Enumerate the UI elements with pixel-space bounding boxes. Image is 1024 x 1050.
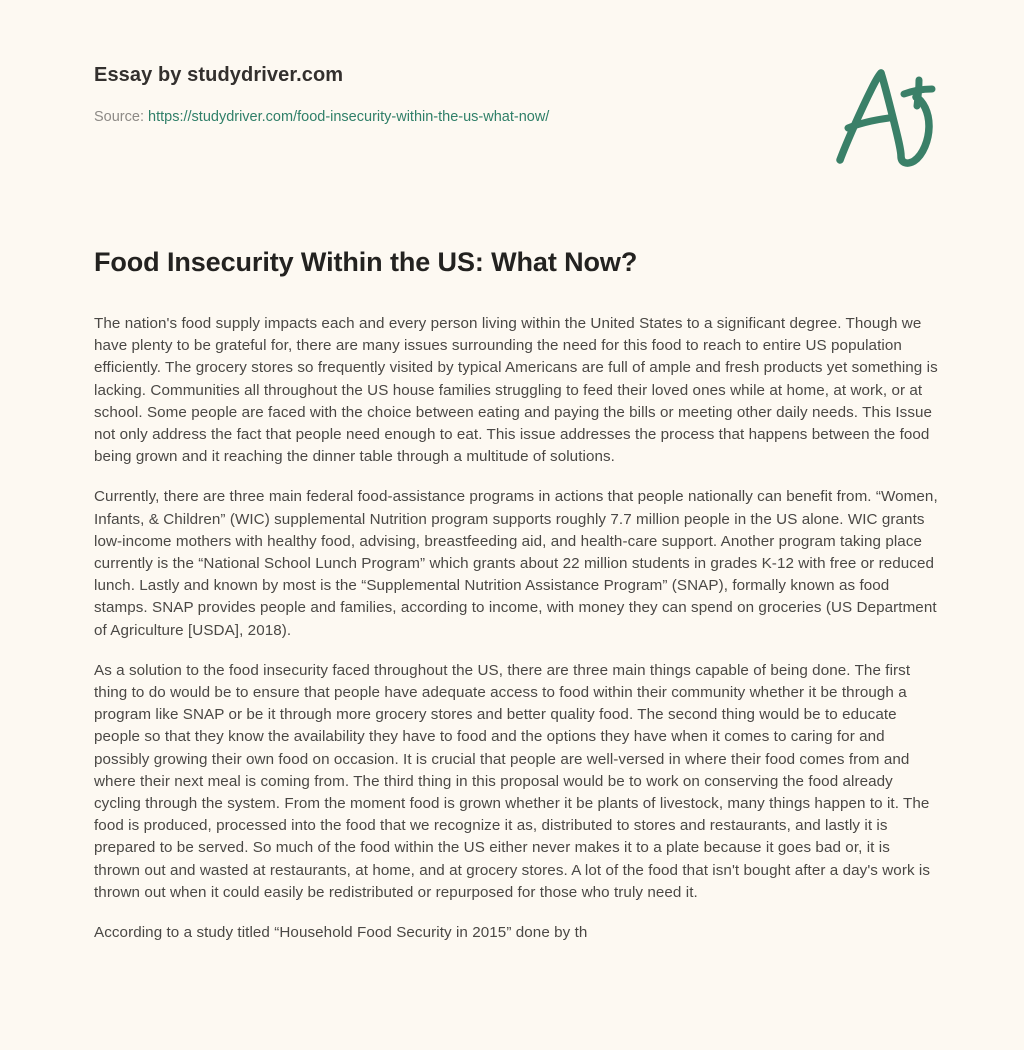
paragraph-2: Currently, there are three main federal food-assistance programs in actions that people nationally can benefit from. “Women, Infants, & Children” (WIC) supplemental Nutrition program supports roughly 7.7 million people in the US alone. WIC grants low-income mothers with healthy food, advising, breastfeeding aid, and health-care support. Another program taking place currently is the “National School Lunch Program” which grants about 22 million students in grades K-12 with free or reduced lunch. Lastly and known by most is the “Supplemental Nutrition Assistance Program” (SNAP), formally known as food stamps. SNAP provides people and families, according to income, with money they can spend on groceries (US Department of Agriculture [USDA], 2018). (94, 488, 938, 639)
header-left-block (94, 62, 734, 127)
source-label: Source: (94, 109, 144, 125)
source-url-link[interactable]: https://studydriver.com/food-insecurity-within-the-us-what-now/ (148, 109, 550, 125)
paragraph-3: As a solution to the food insecurity faced throughout the US, there are three main things capable of being done. The first thing to do would be to ensure that people have adequate access to food within their community whether it be through a program like SNAP or be it through more grocery stores and better quality food. The second thing would be to educate people so that they know the availability they have to food and the options they have when it comes to caring for and possibly growing their own food on occasion. It is crucial that people are well-versed in where their food comes from and where their next meal is coming from. The third thing in this proposal would be to work on conserving the food already cycling through the system. From the moment food is grown whether it be plants of livestock, many things happen to it. The food is produced, processed into the food that we recognize it as, distributed to stores and restaurants, and lastly it is prepared to be served. So much of the food within the US either never makes it to a plate because it goes bad or, it is thrown out and wasted at restaurants, at home, and at grocery stores. A lot of the food that isn't bought after a day's work is thrown out when it could easily be redistributed or repurposed for those who truly need it. (94, 661, 931, 901)
a-plus-icon (826, 60, 946, 170)
byline: Essay by studydriver.com (94, 64, 344, 86)
studydriver-a-plus-logo (826, 60, 946, 170)
page-title: Food Insecurity Within the US: What Now? (94, 247, 638, 277)
article (94, 245, 939, 944)
article-body (94, 313, 939, 944)
paragraph-4-truncated: According to a study titled “Household Food Security in 2015” done by th (94, 924, 588, 942)
source-line (94, 107, 734, 127)
paragraph-1: The nation's food supply impacts each and every person living within the United States to a significant degree. Though we have plenty to be grateful for, there are many issues surrounding the need for this food to reach to entire US population efficiently. The grocery stores so frequently visited by typical Americans are full of ample and fresh products yet something is lacking. Communities all throughout the US house families struggling to feed their loved ones while at home, at work, or at school. Some people are faced with the choice between eating and paying the bills or meeting other daily needs. This Issue not only address the fact that people need enough to eat. This issue addresses the process that happens between the food being grown and it reaching the dinner table through a multitude of solutions. (94, 315, 938, 466)
page-header (0, 0, 1024, 200)
